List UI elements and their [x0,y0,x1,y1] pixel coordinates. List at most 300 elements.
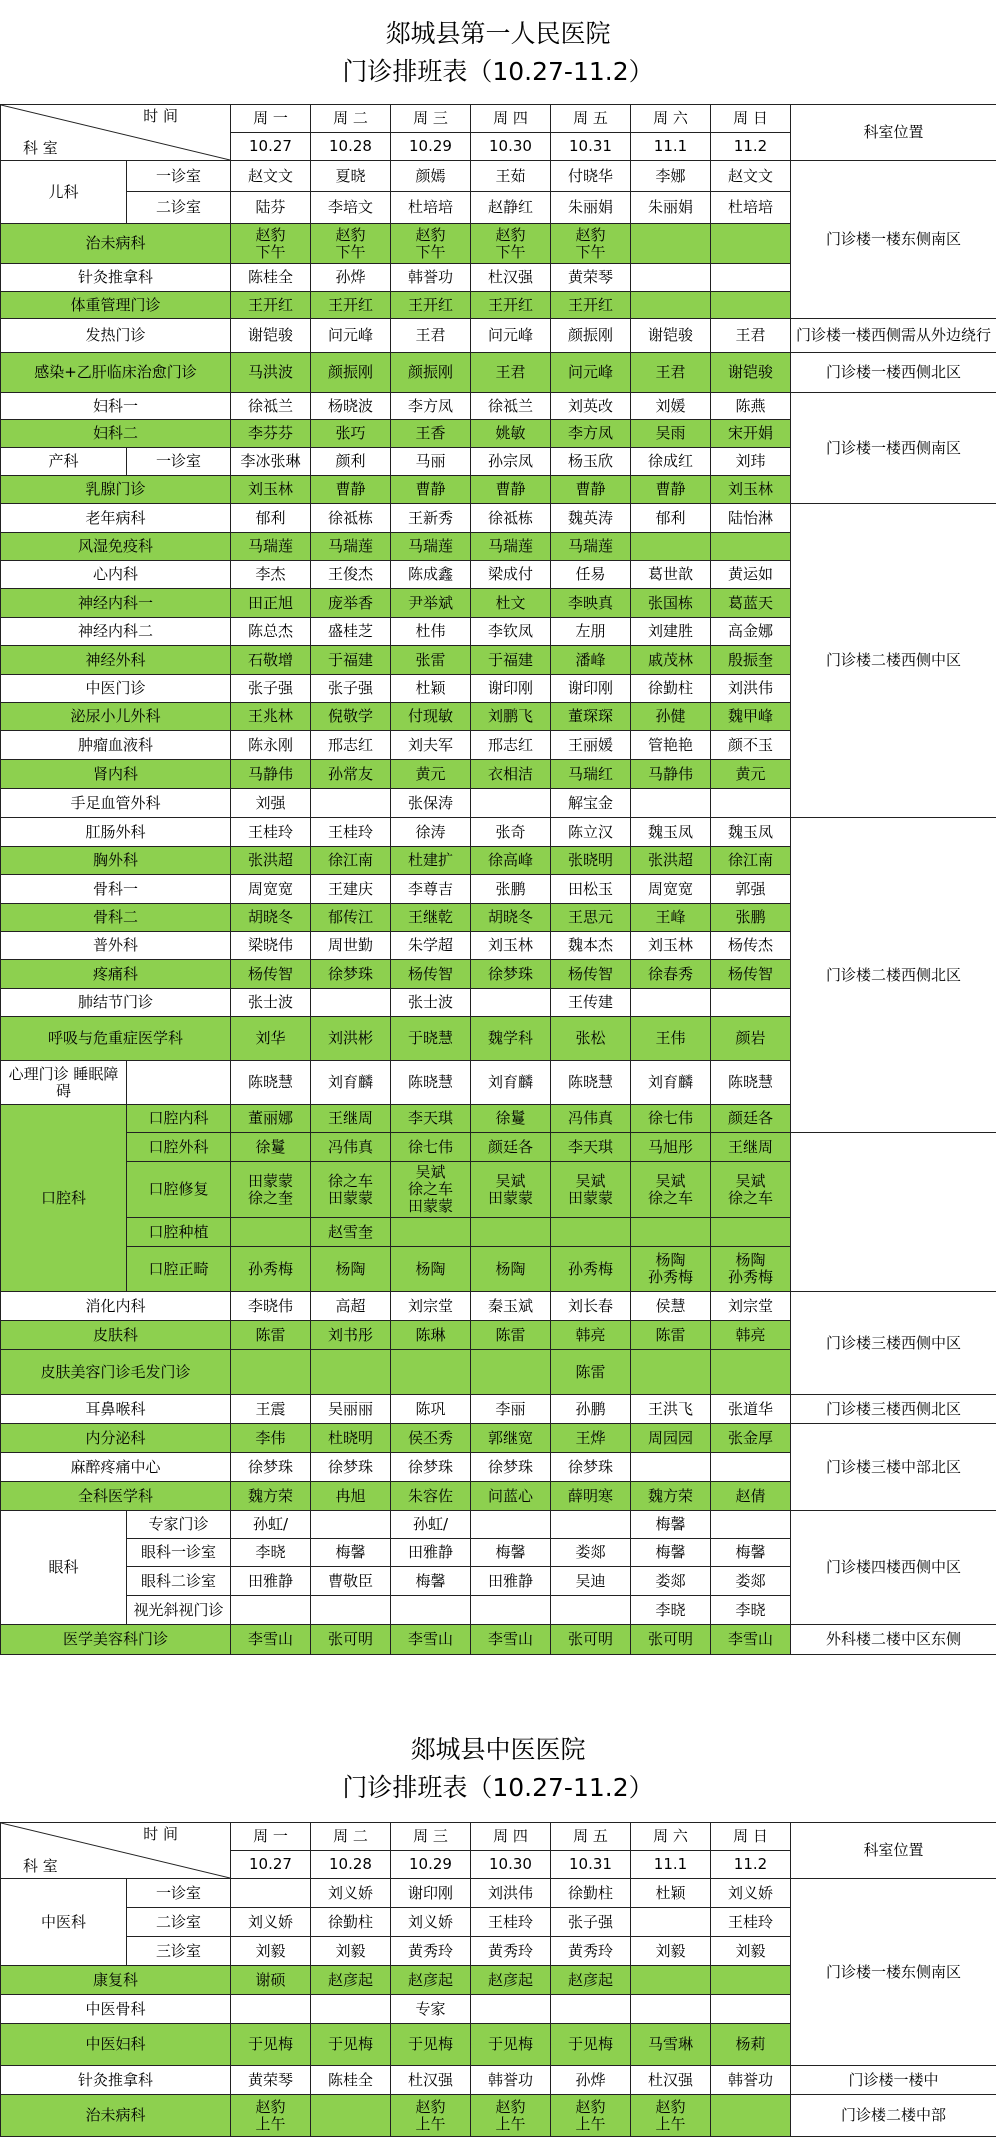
doctor-cell: 黄元 [391,760,471,789]
doctor-cell: 庞举香 [311,589,391,618]
doctor-cell: 马瑞莲 [231,533,311,561]
doctor-cell [631,224,711,264]
day-header: 周 四 [471,105,551,133]
doctor-cell [711,533,791,561]
doctor-cell: 刘宗堂 [711,1292,791,1321]
doctor-cell: 马洪波 [231,353,311,393]
doctor-cell [631,264,711,292]
doctor-cell: 赵豹 下午 [311,224,391,264]
doctor-cell: 王思元 [551,904,631,932]
doctor-cell: 黄运如 [711,561,791,589]
dept-location: 门诊楼一楼东侧南区 [791,1879,996,2066]
date-header: 10.29 [391,1851,471,1879]
sub-clinic: 专家门诊 [127,1511,231,1539]
doctor-cell [551,1995,631,2024]
table-row [1,353,996,393]
doctor-cell: 孙鹏 [551,1395,631,1424]
table-row [1,393,996,420]
doctor-cell: 李雪山 [231,1625,311,1655]
doctor-cell: 刘建胜 [631,618,711,646]
doctor-cell: 杜文 [471,589,551,618]
doctor-cell: 王洪飞 [631,1395,711,1424]
day-header: 周 一 [231,105,311,133]
sub-clinic: 口腔外科 [127,1133,231,1162]
sub-clinic: 口腔种植 [127,1218,231,1247]
doctor-cell: 潘峰 [551,646,631,675]
doctor-cell: 刘玉林 [631,932,711,960]
dept-name: 中医门诊 [1,675,231,703]
doctor-cell [711,1350,791,1395]
header-dept-label: 科 室 [23,139,58,157]
doctor-cell: 刘玉林 [711,476,791,504]
doctor-cell: 曹敬臣 [311,1567,391,1596]
doctor-cell: 谢硕 [231,1966,311,1995]
doctor-cell: 王开红 [471,292,551,319]
doctor-cell: 徐江南 [311,847,391,875]
doctor-cell: 孙烨 [551,2066,631,2095]
doctor-cell: 王震 [231,1395,311,1424]
date-header: 10.28 [311,1851,391,1879]
doctor-cell: 赵豹 下午 [391,224,471,264]
doctor-cell [631,533,711,561]
doctor-cell: 刘毅 [311,1937,391,1966]
doctor-cell: 谢铠骏 [231,319,311,353]
doctor-cell: 付现敏 [391,703,471,731]
dept-name: 肾内科 [1,760,231,789]
doctor-cell: 赵彦起 [311,1966,391,1995]
doctor-cell [711,1511,791,1539]
doctor-cell: 宋开娟 [711,420,791,448]
doctor-cell: 韩誉功 [471,2066,551,2095]
dept-name: 骨科二 [1,904,231,932]
doctor-cell: 曹静 [631,476,711,504]
doctor-cell: 侯丕秀 [391,1424,471,1453]
dept-location: 门诊楼一楼中 [791,2066,996,2095]
doctor-cell: 王俊杰 [311,561,391,589]
doctor-cell: 刘义娇 [311,1879,391,1908]
doctor-cell: 田松玉 [551,875,631,904]
doctor-cell [551,1218,631,1247]
dept-name: 感染+乙肝临床治愈门诊 [1,353,231,393]
doctor-cell: 问元峰 [551,353,631,393]
doctor-cell: 刘毅 [631,1937,711,1966]
date-header: 11.1 [631,133,711,161]
doctor-cell: 杜伟 [391,618,471,646]
doctor-cell: 王烨 [551,1424,631,1453]
doctor-cell: 颜振刚 [391,353,471,393]
doctor-cell: 王继乾 [391,904,471,932]
doctor-cell: 颜岩 [711,1017,791,1061]
doctor-cell: 颜不玉 [711,731,791,760]
doctor-cell: 马瑞莲 [471,533,551,561]
doctor-cell: 杜培培 [391,192,471,224]
dept-name: 肿瘤血液科 [1,731,231,760]
doctor-cell: 吴丽丽 [311,1395,391,1424]
doctor-cell [711,1966,791,1995]
doctor-cell: 魏英涛 [551,504,631,533]
dept-location: 门诊楼四楼西侧中区 [791,1511,996,1625]
doctor-cell: 尹举斌 [391,589,471,618]
doctor-cell: 王开红 [311,292,391,319]
doctor-cell: 朱丽娟 [551,192,631,224]
dept-location: 门诊楼三楼西侧北区 [791,1395,996,1424]
dept-name: 产科 [1,448,127,476]
doctor-cell: 郭继宽 [471,1424,551,1453]
doctor-cell: 李晓 [231,1539,311,1567]
doctor-cell: 韩誉功 [391,264,471,292]
doctor-cell [631,789,711,818]
dept-name: 中医骨科 [1,1995,231,2024]
doctor-cell: 赵雪奎 [311,1218,391,1247]
doctor-cell: 谢铠骏 [631,319,711,353]
doctor-cell: 刘英改 [551,393,631,420]
doctor-cell: 张松 [551,1017,631,1061]
doctor-cell: 陈成鑫 [391,561,471,589]
doctor-cell: 赵豹 上午 [551,2095,631,2137]
doctor-cell: 杜培培 [711,192,791,224]
doctor-cell: 魏本杰 [551,932,631,960]
doctor-cell: 陈雷 [631,1321,711,1350]
dept-location: 门诊楼三楼中部北区 [791,1424,996,1511]
doctor-cell: 徐勤柱 [311,1908,391,1937]
table-row [1,1879,996,1908]
doctor-cell: 吴斌 徐之车 田蒙蒙 [391,1162,471,1218]
dept-location: 门诊楼一楼西侧需从外边绕行 [791,319,996,353]
doctor-cell: 梅馨 [471,1539,551,1567]
table-row [1,1625,996,1655]
dept-name: 发热门诊 [1,319,231,353]
dept-name: 妇科二 [1,420,231,448]
doctor-cell: 陈燕 [711,393,791,420]
doctor-cell: 徐七伟 [631,1105,711,1133]
doctor-cell: 王开红 [391,292,471,319]
dept-location: 门诊楼二楼西侧中区 [791,504,996,818]
doctor-cell: 杜汉强 [391,2066,471,2095]
dept-name: 心内科 [1,561,231,589]
doctor-cell: 王继周 [711,1133,791,1162]
doctor-cell: 葛世歆 [631,561,711,589]
doctor-cell: 徐勤柱 [631,675,711,703]
doctor-cell: 吴斌 徐之车 [711,1162,791,1218]
doctor-cell: 王建庆 [311,875,391,904]
doctor-cell [471,1995,551,2024]
doctor-cell: 陈立汉 [551,818,631,847]
dept-name: 耳鼻喉科 [1,1395,231,1424]
hospital2-subtitle: 门诊排班表（10.27-11.2） [342,1773,654,1802]
doctor-cell: 陈晓慧 [231,1061,311,1105]
date-header: 10.31 [551,1851,631,1879]
doctor-cell: 刘义娇 [391,1908,471,1937]
doctor-cell: 于见梅 [391,2024,471,2066]
dept-name: 康复科 [1,1966,231,1995]
doctor-cell [711,224,791,264]
dept-location: 门诊楼一楼东侧南区 [791,161,996,319]
doctor-cell: 李映真 [551,589,631,618]
dept-name: 乳腺门诊 [1,476,231,504]
doctor-cell: 刘育麟 [471,1061,551,1105]
day-header: 周 六 [631,105,711,133]
dept-name: 麻醉疼痛中心 [1,1453,231,1482]
doctor-cell: 周宽宽 [631,875,711,904]
doctor-cell: 刘义娇 [711,1879,791,1908]
day-header: 周 三 [391,105,471,133]
dept-location: 门诊楼二楼中部 [791,2095,996,2137]
doctor-cell: 杜汉强 [631,2066,711,2095]
doctor-cell [631,1966,711,1995]
doctor-cell: 徐梦珠 [471,960,551,989]
doctor-cell: 张可明 [311,1625,391,1655]
doctor-cell: 问元峰 [471,319,551,353]
dept-location: 门诊楼一楼西侧南区 [791,393,996,504]
doctor-cell: 赵倩 [711,1482,791,1511]
doctor-cell: 赵彦起 [551,1966,631,1995]
dept-name: 妇科一 [1,393,231,420]
doctor-cell: 黄荣琴 [231,2066,311,2095]
doctor-cell [311,1511,391,1539]
doctor-cell: 王丽媛 [551,731,631,760]
doctor-cell: 王君 [631,353,711,393]
doctor-cell: 孙虹/ [231,1511,311,1539]
dept-name: 泌尿小儿外科 [1,703,231,731]
doctor-cell: 马瑞莲 [311,533,391,561]
date-header: 11.2 [711,133,791,161]
table-row [1,1395,996,1424]
sub-clinic: 二诊室 [127,1908,231,1937]
doctor-cell: 朱学超 [391,932,471,960]
doctor-cell: 曹静 [551,476,631,504]
doctor-cell: 梁成付 [471,561,551,589]
doctor-cell [711,1453,791,1482]
doctor-cell [311,989,391,1017]
doctor-cell [231,1218,311,1247]
doctor-cell: 李雪山 [471,1625,551,1655]
doctor-cell: 徐成红 [631,448,711,476]
doctor-cell [391,1350,471,1395]
doctor-cell: 高超 [311,1292,391,1321]
doctor-cell [231,1596,311,1625]
doctor-cell [471,1218,551,1247]
dept-name: 医学美容科门诊 [1,1625,231,1655]
doctor-cell: 周宽宽 [231,875,311,904]
doctor-cell: 娄郯 [711,1567,791,1596]
doctor-cell [311,2095,391,2137]
doctor-cell: 梁晓伟 [231,932,311,960]
day-header: 周 五 [551,105,631,133]
dept-name: 眼科 [1,1511,127,1625]
day-header: 周 五 [551,1823,631,1851]
doctor-cell: 刘书彤 [311,1321,391,1350]
doctor-cell: 专家 [391,1995,471,2024]
doctor-cell [311,789,391,818]
doctor-cell: 刘洪伟 [471,1879,551,1908]
doctor-cell: 梅馨 [631,1511,711,1539]
day-header: 周 日 [711,1823,791,1851]
hospital1-name: 郯城县第一人民医院 [385,19,611,48]
doctor-cell: 杜晓明 [311,1424,391,1453]
hospital2-schedule-table [0,1822,996,2137]
date-header: 11.1 [631,1851,711,1879]
doctor-cell: 吴迪 [551,1567,631,1596]
doctor-cell: 张洪超 [231,847,311,875]
doctor-cell: 薛明寒 [551,1482,631,1511]
doctor-cell [631,989,711,1017]
doctor-cell: 于见梅 [551,2024,631,2066]
day-header: 周 二 [311,105,391,133]
doctor-cell: 颜振刚 [311,353,391,393]
dept-name: 中医妇科 [1,2024,231,2066]
dept-name: 心理门诊 睡眠障碍 [1,1061,127,1105]
doctor-cell: 黄元 [711,760,791,789]
doctor-cell: 田雅静 [231,1567,311,1596]
doctor-cell: 衣相洁 [471,760,551,789]
dept-name: 皮肤科 [1,1321,231,1350]
doctor-cell: 杨传智 [391,960,471,989]
doctor-cell: 李晓 [631,1596,711,1625]
doctor-cell: 杨玉欣 [551,448,631,476]
doctor-cell: 陈雷 [231,1321,311,1350]
doctor-cell [231,1350,311,1395]
dept-name: 消化内科 [1,1292,231,1321]
doctor-cell: 徐祗兰 [231,393,311,420]
doctor-cell: 刘毅 [231,1937,311,1966]
doctor-cell: 付晓华 [551,161,631,192]
doctor-cell: 王桂玲 [311,818,391,847]
doctor-cell: 韩亮 [711,1321,791,1350]
doctor-cell: 冯伟真 [551,1105,631,1133]
doctor-cell: 颜振刚 [551,319,631,353]
header-corner [1,1823,231,1879]
doctor-cell: 姚敏 [471,420,551,448]
doctor-cell: 孙烨 [311,264,391,292]
header-dept-label: 科 室 [23,1857,58,1875]
doctor-cell: 黄秀玲 [471,1937,551,1966]
doctor-cell: 杨陶 [391,1247,471,1292]
doctor-cell: 冯伟真 [311,1133,391,1162]
doctor-cell: 王桂玲 [471,1908,551,1937]
doctor-cell: 曹静 [471,476,551,504]
doctor-cell: 王君 [391,319,471,353]
doctor-cell: 刘媛 [631,393,711,420]
doctor-cell: 张鹏 [711,904,791,932]
doctor-cell: 杨传杰 [711,932,791,960]
day-header: 周 二 [311,1823,391,1851]
doctor-cell [631,1908,711,1937]
doctor-cell: 梅馨 [711,1539,791,1567]
doctor-cell: 张奇 [471,818,551,847]
doctor-cell: 张子强 [231,675,311,703]
doctor-cell: 王君 [711,319,791,353]
table-row [1,2066,996,2095]
dept-name: 皮肤美容门诊毛发门诊 [1,1350,231,1395]
doctor-cell: 董丽娜 [231,1105,311,1133]
doctor-cell [551,1511,631,1539]
hospital1-schedule-table [0,104,996,1655]
doctor-cell: 李钦凤 [471,618,551,646]
doctor-cell: 杜汉强 [471,264,551,292]
doctor-cell: 葛蓝天 [711,589,791,618]
doctor-cell: 魏玉凤 [711,818,791,847]
doctor-cell: 张可明 [551,1625,631,1655]
doctor-cell: 李尊吉 [391,875,471,904]
doctor-cell: 曹静 [391,476,471,504]
table-row [1,319,996,353]
doctor-cell: 张鹏 [471,875,551,904]
date-header: 10.27 [231,1851,311,1879]
doctor-cell: 张可明 [631,1625,711,1655]
doctor-cell: 马瑞莲 [391,533,471,561]
doctor-cell: 周园园 [631,1424,711,1453]
doctor-cell: 张金厚 [711,1424,791,1453]
doctor-cell: 张保涛 [391,789,471,818]
dept-name: 风湿免疫科 [1,533,231,561]
doctor-cell: 刘玉林 [231,476,311,504]
doctor-cell [391,1596,471,1625]
doctor-cell: 王茹 [471,161,551,192]
doctor-cell: 杨传智 [551,960,631,989]
doctor-cell: 王香 [391,420,471,448]
doctor-cell: 于见梅 [471,2024,551,2066]
doctor-cell: 孙秀梅 [551,1247,631,1292]
doctor-cell: 陈晓慧 [711,1061,791,1105]
doctor-cell: 魏方荣 [231,1482,311,1511]
doctor-cell [311,1350,391,1395]
doctor-cell: 陈桂全 [311,2066,391,2095]
doctor-cell: 李杰 [231,561,311,589]
doctor-cell [471,1511,551,1539]
doctor-cell: 李芬芬 [231,420,311,448]
doctor-cell: 曹静 [311,476,391,504]
table-row [1,818,996,847]
sub-clinic: 眼科二诊室 [127,1567,231,1596]
doctor-cell: 马瑞莲 [551,533,631,561]
day-header: 周 六 [631,1823,711,1851]
doctor-cell: 马静伟 [631,760,711,789]
doctor-cell: 杨陶 孙秀梅 [631,1247,711,1292]
date-header: 11.2 [711,1851,791,1879]
doctor-cell: 徐勤柱 [551,1879,631,1908]
doctor-cell: 张子强 [551,1908,631,1937]
doctor-cell [711,1995,791,2024]
date-header: 10.29 [391,133,471,161]
sub-clinic: 眼科一诊室 [127,1539,231,1567]
doctor-cell: 田正旭 [231,589,311,618]
doctor-cell: 徐祗栋 [471,504,551,533]
doctor-cell: 魏甲峰 [711,703,791,731]
location-header: 科室位置 [791,105,996,161]
doctor-cell [391,1218,471,1247]
doctor-cell: 赵豹 上午 [231,2095,311,2137]
doctor-cell: 赵豹 下午 [471,224,551,264]
dept-name: 内分泌科 [1,1424,231,1453]
doctor-cell: 马静伟 [231,760,311,789]
doctor-cell: 韩誉功 [711,2066,791,2095]
doctor-cell: 徐祗兰 [471,393,551,420]
doctor-cell: 张雷 [391,646,471,675]
doctor-cell: 戚茂林 [631,646,711,675]
date-header: 10.30 [471,1851,551,1879]
doctor-cell: 吴斌 田蒙蒙 [551,1162,631,1218]
doctor-cell: 左朋 [551,618,631,646]
doctor-cell: 刘玉林 [471,932,551,960]
doctor-cell: 徐之车 田蒙蒙 [311,1162,391,1218]
doctor-cell: 张士波 [391,989,471,1017]
header-time-label: 时 间 [143,107,178,125]
doctor-cell [231,1879,311,1908]
doctor-cell: 谢印刚 [471,675,551,703]
doctor-cell: 徐梦珠 [551,1453,631,1482]
doctor-cell: 徐涛 [391,818,471,847]
doctor-cell: 李娜 [631,161,711,192]
